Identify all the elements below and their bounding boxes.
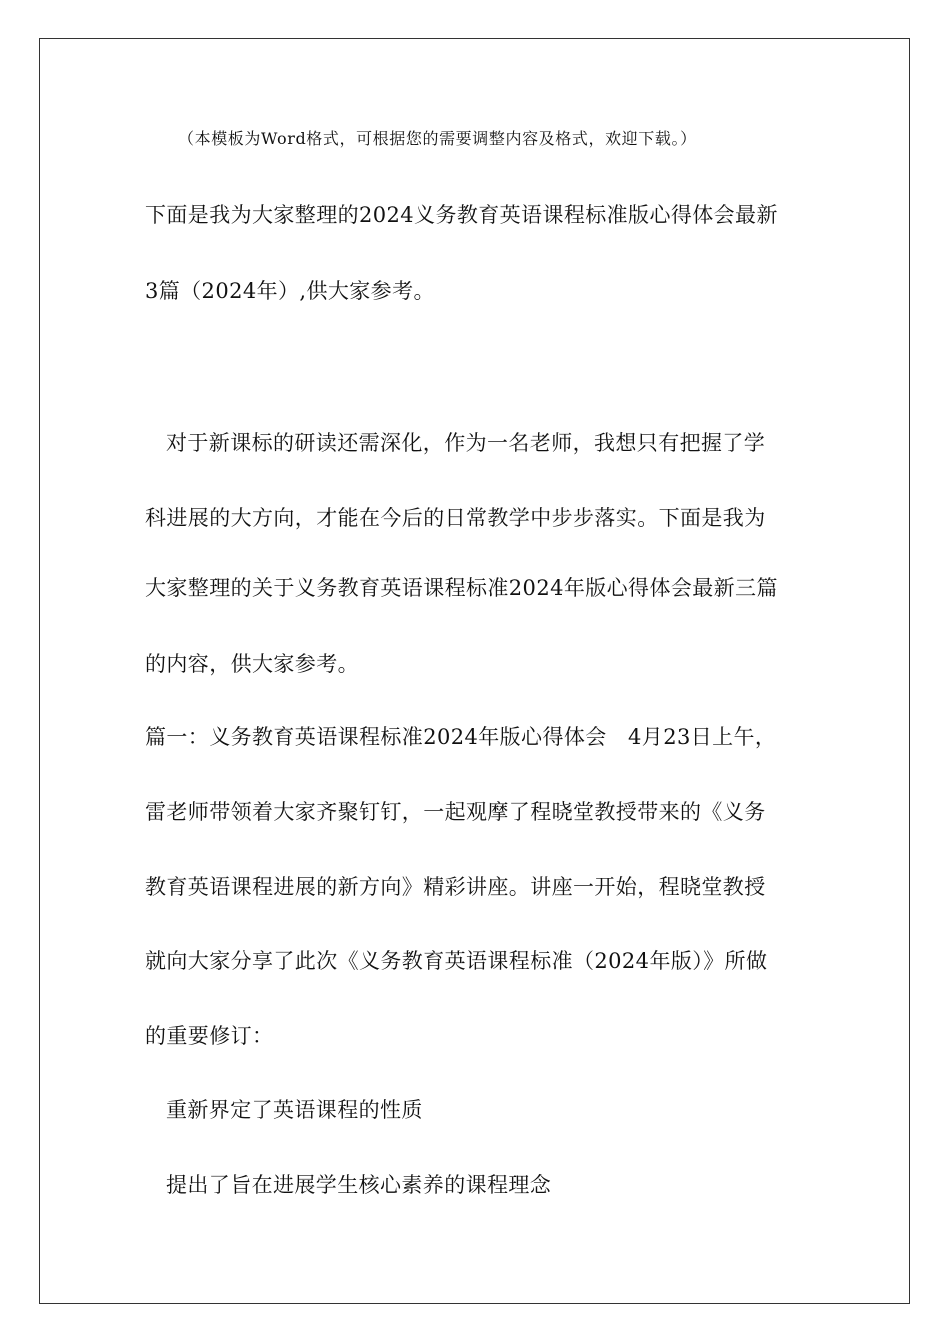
paragraph1-line-1: 对于新课标的研读还需深化，作为一名老师，我想只有把握了学 [166,431,766,455]
template-note: （本模板为Word格式，可根据您的需要调整内容及格式，欢迎下载。） [178,129,697,148]
paragraph1-line-2: 科进展的大方向，才能在今后的日常教学中步步落实。下面是我为 [145,506,766,530]
article1-line-1: 篇一：义务教育英语课程标准2024年版心得体会 4月23日上午， [145,725,777,749]
intro-line-2: 3篇（2024年）,供大家参考。 [145,279,435,303]
article1-line-5: 的重要修订： [145,1024,274,1048]
article1-line-4: 就向大家分享了此次《义务教育英语课程标准（2024年版）》所做 [145,949,768,973]
paragraph1-line-3: 大家整理的关于义务教育英语课程标准2024年版心得体会最新三篇 [145,576,778,600]
article1-line-2: 雷老师带领着大家齐聚钉钉，一起观摩了程晓堂教授带来的《义务 [145,800,766,824]
intro-line-1: 下面是我为大家整理的2024义务教育英语课程标准版心得体会最新 [145,203,778,227]
list-item: 提出了旨在进展学生核心素养的课程理念 [166,1173,552,1197]
list-item: 重新界定了英语课程的性质 [166,1098,423,1122]
article1-line-3: 教育英语课程进展的新方向》精彩讲座。讲座一开始，程晓堂教授 [145,875,766,899]
paragraph1-line-4: 的内容，供大家参考。 [145,652,359,676]
